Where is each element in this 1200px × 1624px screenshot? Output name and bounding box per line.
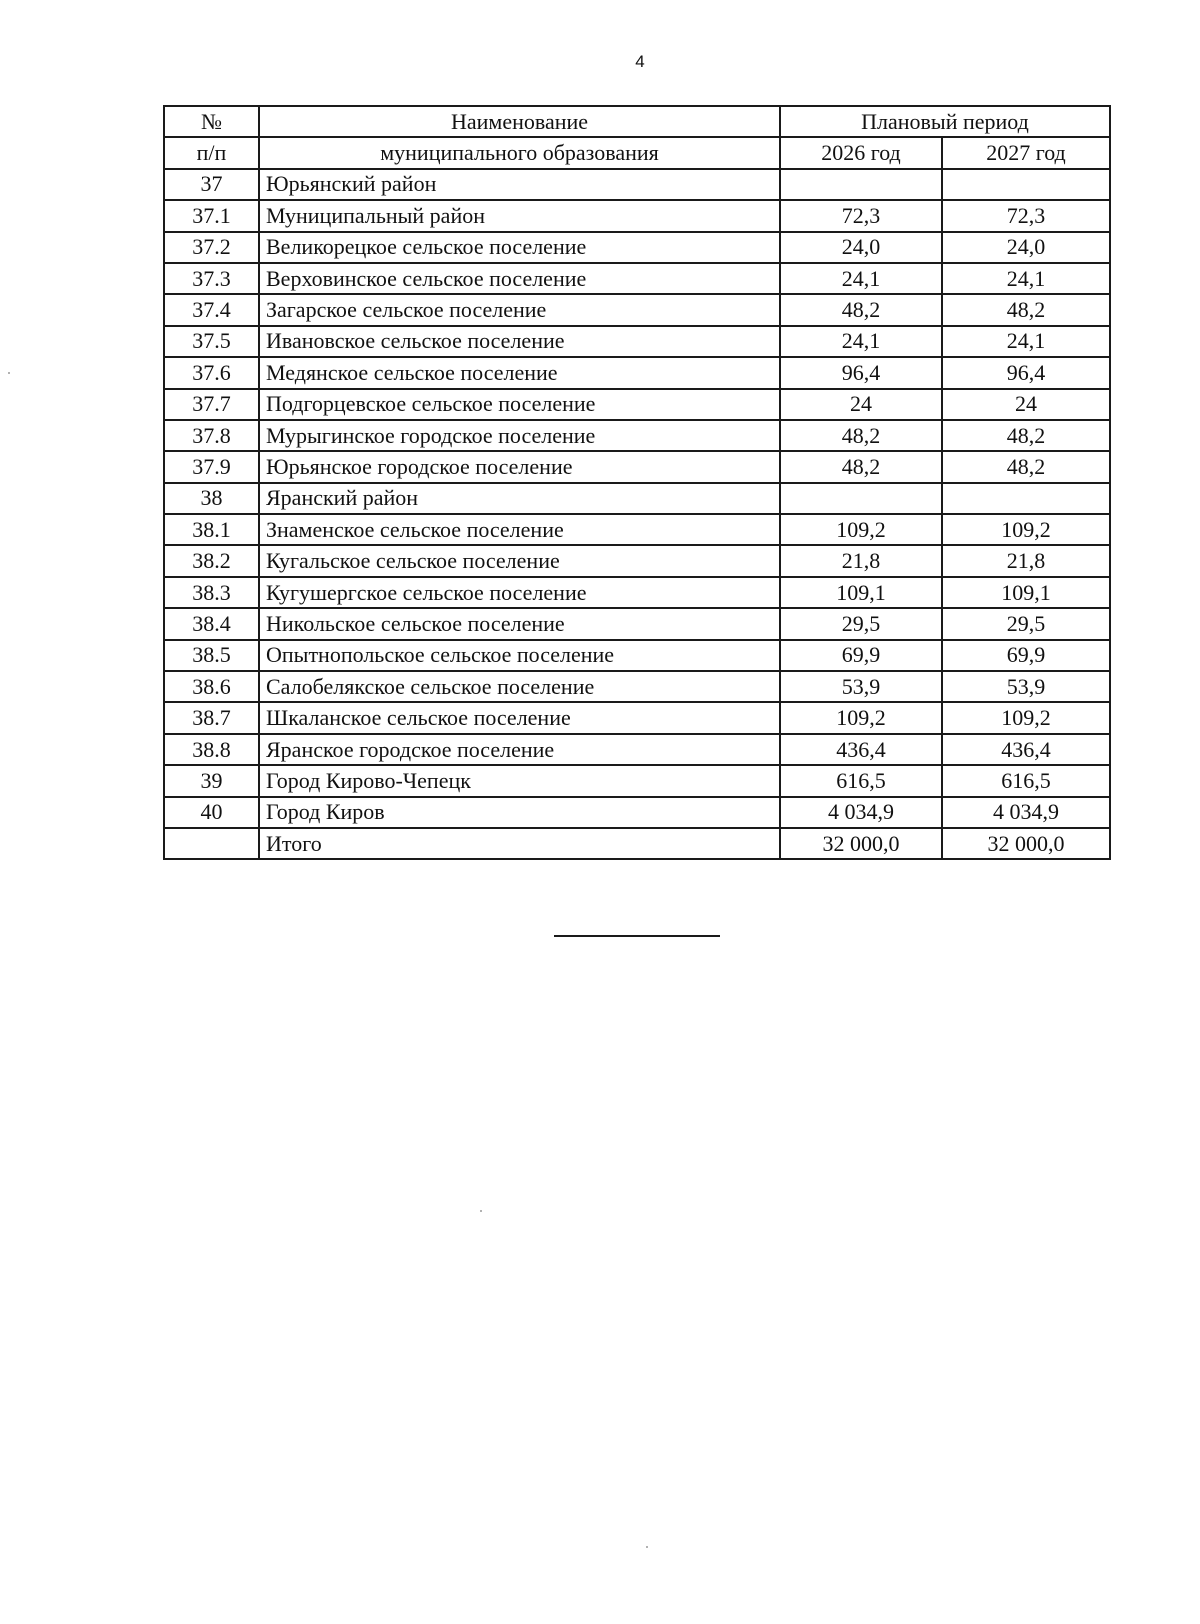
cell-value-2026: 32 000,0 <box>780 828 942 859</box>
cell-value-2027 <box>942 169 1110 200</box>
cell-value-2026: 436,4 <box>780 734 942 765</box>
cell-value-2027: 24,1 <box>942 326 1110 357</box>
cell-number: 37.7 <box>164 389 259 420</box>
cell-number <box>164 828 259 859</box>
cell-number: 38.2 <box>164 545 259 576</box>
cell-number: 38.8 <box>164 734 259 765</box>
cell-municipality-name: Город Киров <box>259 797 780 828</box>
header-name-line2: муниципального образования <box>259 137 780 168</box>
cell-number: 37.5 <box>164 326 259 357</box>
cell-value-2026: 109,2 <box>780 702 942 733</box>
cell-number: 38.5 <box>164 640 259 671</box>
cell-number: 39 <box>164 765 259 796</box>
cell-number: 38.6 <box>164 671 259 702</box>
header-name-line1: Наименование <box>259 106 780 137</box>
cell-municipality-name: Город Кирово-Чепецк <box>259 765 780 796</box>
table-row <box>164 734 1110 765</box>
cell-value-2026 <box>780 169 942 200</box>
cell-value-2026: 24,1 <box>780 326 942 357</box>
cell-value-2027: 48,2 <box>942 451 1110 482</box>
header-num-abbrev: п/п <box>164 137 259 168</box>
cell-value-2026: 21,8 <box>780 545 942 576</box>
closing-divider-line <box>554 935 720 937</box>
cell-value-2027: 109,2 <box>942 702 1110 733</box>
cell-value-2026: 109,2 <box>780 514 942 545</box>
cell-municipality-name: Муниципальный район <box>259 200 780 231</box>
cell-municipality-name: Кугушергское сельское поселение <box>259 577 780 608</box>
cell-number: 37.9 <box>164 451 259 482</box>
table-row <box>164 608 1110 639</box>
cell-value-2027: 109,1 <box>942 577 1110 608</box>
table-row <box>164 232 1110 263</box>
cell-number: 37.6 <box>164 357 259 388</box>
cell-municipality-name: Яранский район <box>259 483 780 514</box>
cell-value-2027 <box>942 483 1110 514</box>
table-row <box>164 451 1110 482</box>
table-row <box>164 545 1110 576</box>
table-row <box>164 420 1110 451</box>
cell-municipality-name: Знаменское сельское поселение <box>259 514 780 545</box>
cell-municipality-name: Мурыгинское городское поселение <box>259 420 780 451</box>
table-row <box>164 797 1110 828</box>
cell-value-2026: 4 034,9 <box>780 797 942 828</box>
cell-value-2026: 48,2 <box>780 451 942 482</box>
cell-number: 38.1 <box>164 514 259 545</box>
cell-value-2027: 48,2 <box>942 294 1110 325</box>
table-row <box>164 765 1110 796</box>
cell-value-2027: 436,4 <box>942 734 1110 765</box>
cell-municipality-name: Яранское городское поселение <box>259 734 780 765</box>
cell-municipality-name: Загарское сельское поселение <box>259 294 780 325</box>
header-planning-period: Плановый период <box>780 106 1110 137</box>
table-row <box>164 169 1110 200</box>
table-row <box>164 671 1110 702</box>
cell-value-2027: 48,2 <box>942 420 1110 451</box>
table-row <box>164 702 1110 733</box>
cell-municipality-name: Медянское сельское поселение <box>259 357 780 388</box>
header-year-2026: 2026 год <box>780 137 942 168</box>
cell-value-2026: 24 <box>780 389 942 420</box>
cell-value-2027: 24,1 <box>942 263 1110 294</box>
table-row <box>164 828 1110 859</box>
cell-value-2026 <box>780 483 942 514</box>
table-row <box>164 357 1110 388</box>
cell-value-2026: 72,3 <box>780 200 942 231</box>
cell-municipality-name: Шкаланское сельское поселение <box>259 702 780 733</box>
table-row <box>164 483 1110 514</box>
cell-value-2026: 24,0 <box>780 232 942 263</box>
cell-value-2026: 24,1 <box>780 263 942 294</box>
cell-municipality-name: Салобелякское сельское поселение <box>259 671 780 702</box>
subsidy-table <box>163 105 1111 860</box>
cell-value-2027: 4 034,9 <box>942 797 1110 828</box>
table-row <box>164 389 1110 420</box>
cell-number: 37.4 <box>164 294 259 325</box>
table-row <box>164 200 1110 231</box>
cell-value-2027: 24,0 <box>942 232 1110 263</box>
table-row <box>164 640 1110 671</box>
cell-municipality-name: Великорецкое сельское поселение <box>259 232 780 263</box>
cell-value-2027: 29,5 <box>942 608 1110 639</box>
cell-number: 37.8 <box>164 420 259 451</box>
cell-value-2026: 48,2 <box>780 294 942 325</box>
cell-value-2026: 29,5 <box>780 608 942 639</box>
cell-number: 38.4 <box>164 608 259 639</box>
cell-number: 38 <box>164 483 259 514</box>
header-num-sign: № <box>164 106 259 137</box>
cell-number: 37.3 <box>164 263 259 294</box>
cell-municipality-name: Опытнопольское сельское поселение <box>259 640 780 671</box>
cell-value-2026: 616,5 <box>780 765 942 796</box>
cell-municipality-name: Итого <box>259 828 780 859</box>
cell-municipality-name: Верховинское сельское поселение <box>259 263 780 294</box>
cell-number: 40 <box>164 797 259 828</box>
table-row <box>164 294 1110 325</box>
header-year-2027: 2027 год <box>942 137 1110 168</box>
cell-number: 38.7 <box>164 702 259 733</box>
cell-municipality-name: Подгорцевское сельское поселение <box>259 389 780 420</box>
cell-value-2027: 109,2 <box>942 514 1110 545</box>
cell-value-2026: 48,2 <box>780 420 942 451</box>
cell-municipality-name: Юрьянский район <box>259 169 780 200</box>
cell-number: 37.2 <box>164 232 259 263</box>
table-row <box>164 326 1110 357</box>
cell-value-2026: 69,9 <box>780 640 942 671</box>
cell-value-2027: 69,9 <box>942 640 1110 671</box>
cell-value-2026: 96,4 <box>780 357 942 388</box>
cell-number: 38.3 <box>164 577 259 608</box>
cell-municipality-name: Кугальское сельское поселение <box>259 545 780 576</box>
page-number: 4 <box>635 52 645 71</box>
cell-number: 37 <box>164 169 259 200</box>
cell-value-2027: 21,8 <box>942 545 1110 576</box>
cell-value-2026: 109,1 <box>780 577 942 608</box>
table-row <box>164 514 1110 545</box>
table-row <box>164 263 1110 294</box>
cell-municipality-name: Никольское сельское поселение <box>259 608 780 639</box>
scan-speck <box>646 1546 648 1548</box>
table-body <box>164 169 1110 860</box>
cell-municipality-name: Юрьянское городское поселение <box>259 451 780 482</box>
scan-speck <box>8 372 10 374</box>
cell-value-2027: 24 <box>942 389 1110 420</box>
cell-value-2027: 32 000,0 <box>942 828 1110 859</box>
cell-value-2027: 72,3 <box>942 200 1110 231</box>
scan-speck <box>480 1210 482 1212</box>
cell-number: 37.1 <box>164 200 259 231</box>
cell-municipality-name: Ивановское сельское поселение <box>259 326 780 357</box>
cell-value-2027: 53,9 <box>942 671 1110 702</box>
cell-value-2027: 96,4 <box>942 357 1110 388</box>
cell-value-2027: 616,5 <box>942 765 1110 796</box>
table-header <box>164 106 1110 169</box>
cell-value-2026: 53,9 <box>780 671 942 702</box>
table-row <box>164 577 1110 608</box>
